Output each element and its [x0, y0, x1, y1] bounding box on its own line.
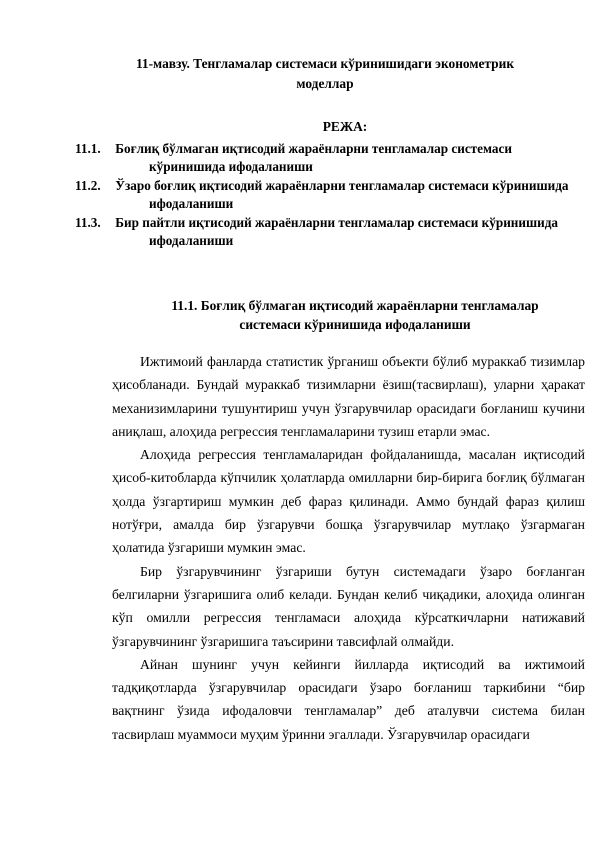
title-line-1: 11-мавзу. Тенгламалар системаси кўринишидаги эконометрик — [135, 56, 515, 71]
section-title-line-2: системаси кўринишида ифодаланиши — [239, 317, 471, 332]
plan-item-text: Бир пайтли иқтисодий жараёнларни тенгламалар системаси кўринишида ифодаланиши — [115, 214, 558, 249]
section-title-line-1: 11.1. Боғлиқ бўлмаган иқтисодий жараёнларни тенгламалар — [171, 298, 539, 313]
plan-item-1: 11.1. Боғлиқ бўлмаган иқтисодий жараёнларни тенгламалар системаси кўринишида ифодаланиши — [75, 141, 512, 175]
plan-heading: РЕЖА: — [322, 119, 368, 134]
paragraph-3: Бир ўзгарувчининг ўзгариши бутун системадаги ўзаро боғланган белгиларни ўзгаришига олиб келади. Бундан келиб чиқадики, алоҳида олинган кўп омилли регрессия тенгламаси алоҳида кўрсаткичларни натижавий ўзгарувчининг ўзгаришига таъсирини тавсифлай олмайди. — [112, 563, 585, 649]
plan-item-text: Боғлиқ бўлмаган иқтисодий жараёнларни тенгламалар системаси кўринишида ифодаланиши — [115, 141, 512, 175]
plan-item-3: 11.3. Бир пайтли иқтисодий жараёнларни тенгламалар системаси кўринишида ифодаланиши — [75, 214, 558, 249]
plan-list — [75, 140, 572, 250]
body-text — [112, 350, 585, 746]
paragraph-2: Алоҳида регрессия тенгламаларидан фойдаланишда, масалан иқтисодий ҳисоб-китобларда кўпчилик ҳолатларда омилларни бир-бирига боғлиқ бўлмаган ҳолда ўзгартириш мумкин деб фараз қилинади. Аммо бундай фараз қилиш нотўғри, амалда бир ўзгарувчи бошқа ўзгарувчилар мутлақо ўзгармаган ҳолатида ўзгариши мумкин эмас. — [112, 447, 585, 556]
section-title — [120, 296, 590, 334]
paragraph-1: Ижтимоий фанларда статистик ўрганиш объекти бўлиб мураккаб тизимлар ҳисобланади. Бундай мураккаб тизимларни ёзиш(тасвирлаш), уларни ҳаракат механизимларини тушунтириш учун ўзгарувчилар орасидаги боғланиш кучини аниқлаш, алоҳида регрессия тенгламаларини тузиш етарли эмас. — [112, 354, 585, 439]
plan-item-2: 11.2. Ўзаро боғлиқ иқтисодий жараёнларни тенгламалар системаси кўринишида ифодаланиши — [75, 177, 569, 212]
title-line-2: моделлар — [296, 76, 354, 91]
document-title — [110, 54, 540, 94]
paragraph-4: Айнан шунинг учун кейинги йилларда иқтисодий ва ижтимоий тадқиқотларда ўзгарувчилар орасидаги ўзаро боғланиш таркибини “бир вақтнинг ўзида ифодаловчи тенгламалар” деб аталувчи система билан тасвирлаш муаммоси муҳим ўринни эгаллади. Ўзгарувчилар орасидаги — [112, 656, 585, 742]
plan-item-text: Ўзаро боғлиқ иқтисодий жараёнларни тенгламалар системаси кўринишида ифодаланиши — [115, 177, 569, 212]
